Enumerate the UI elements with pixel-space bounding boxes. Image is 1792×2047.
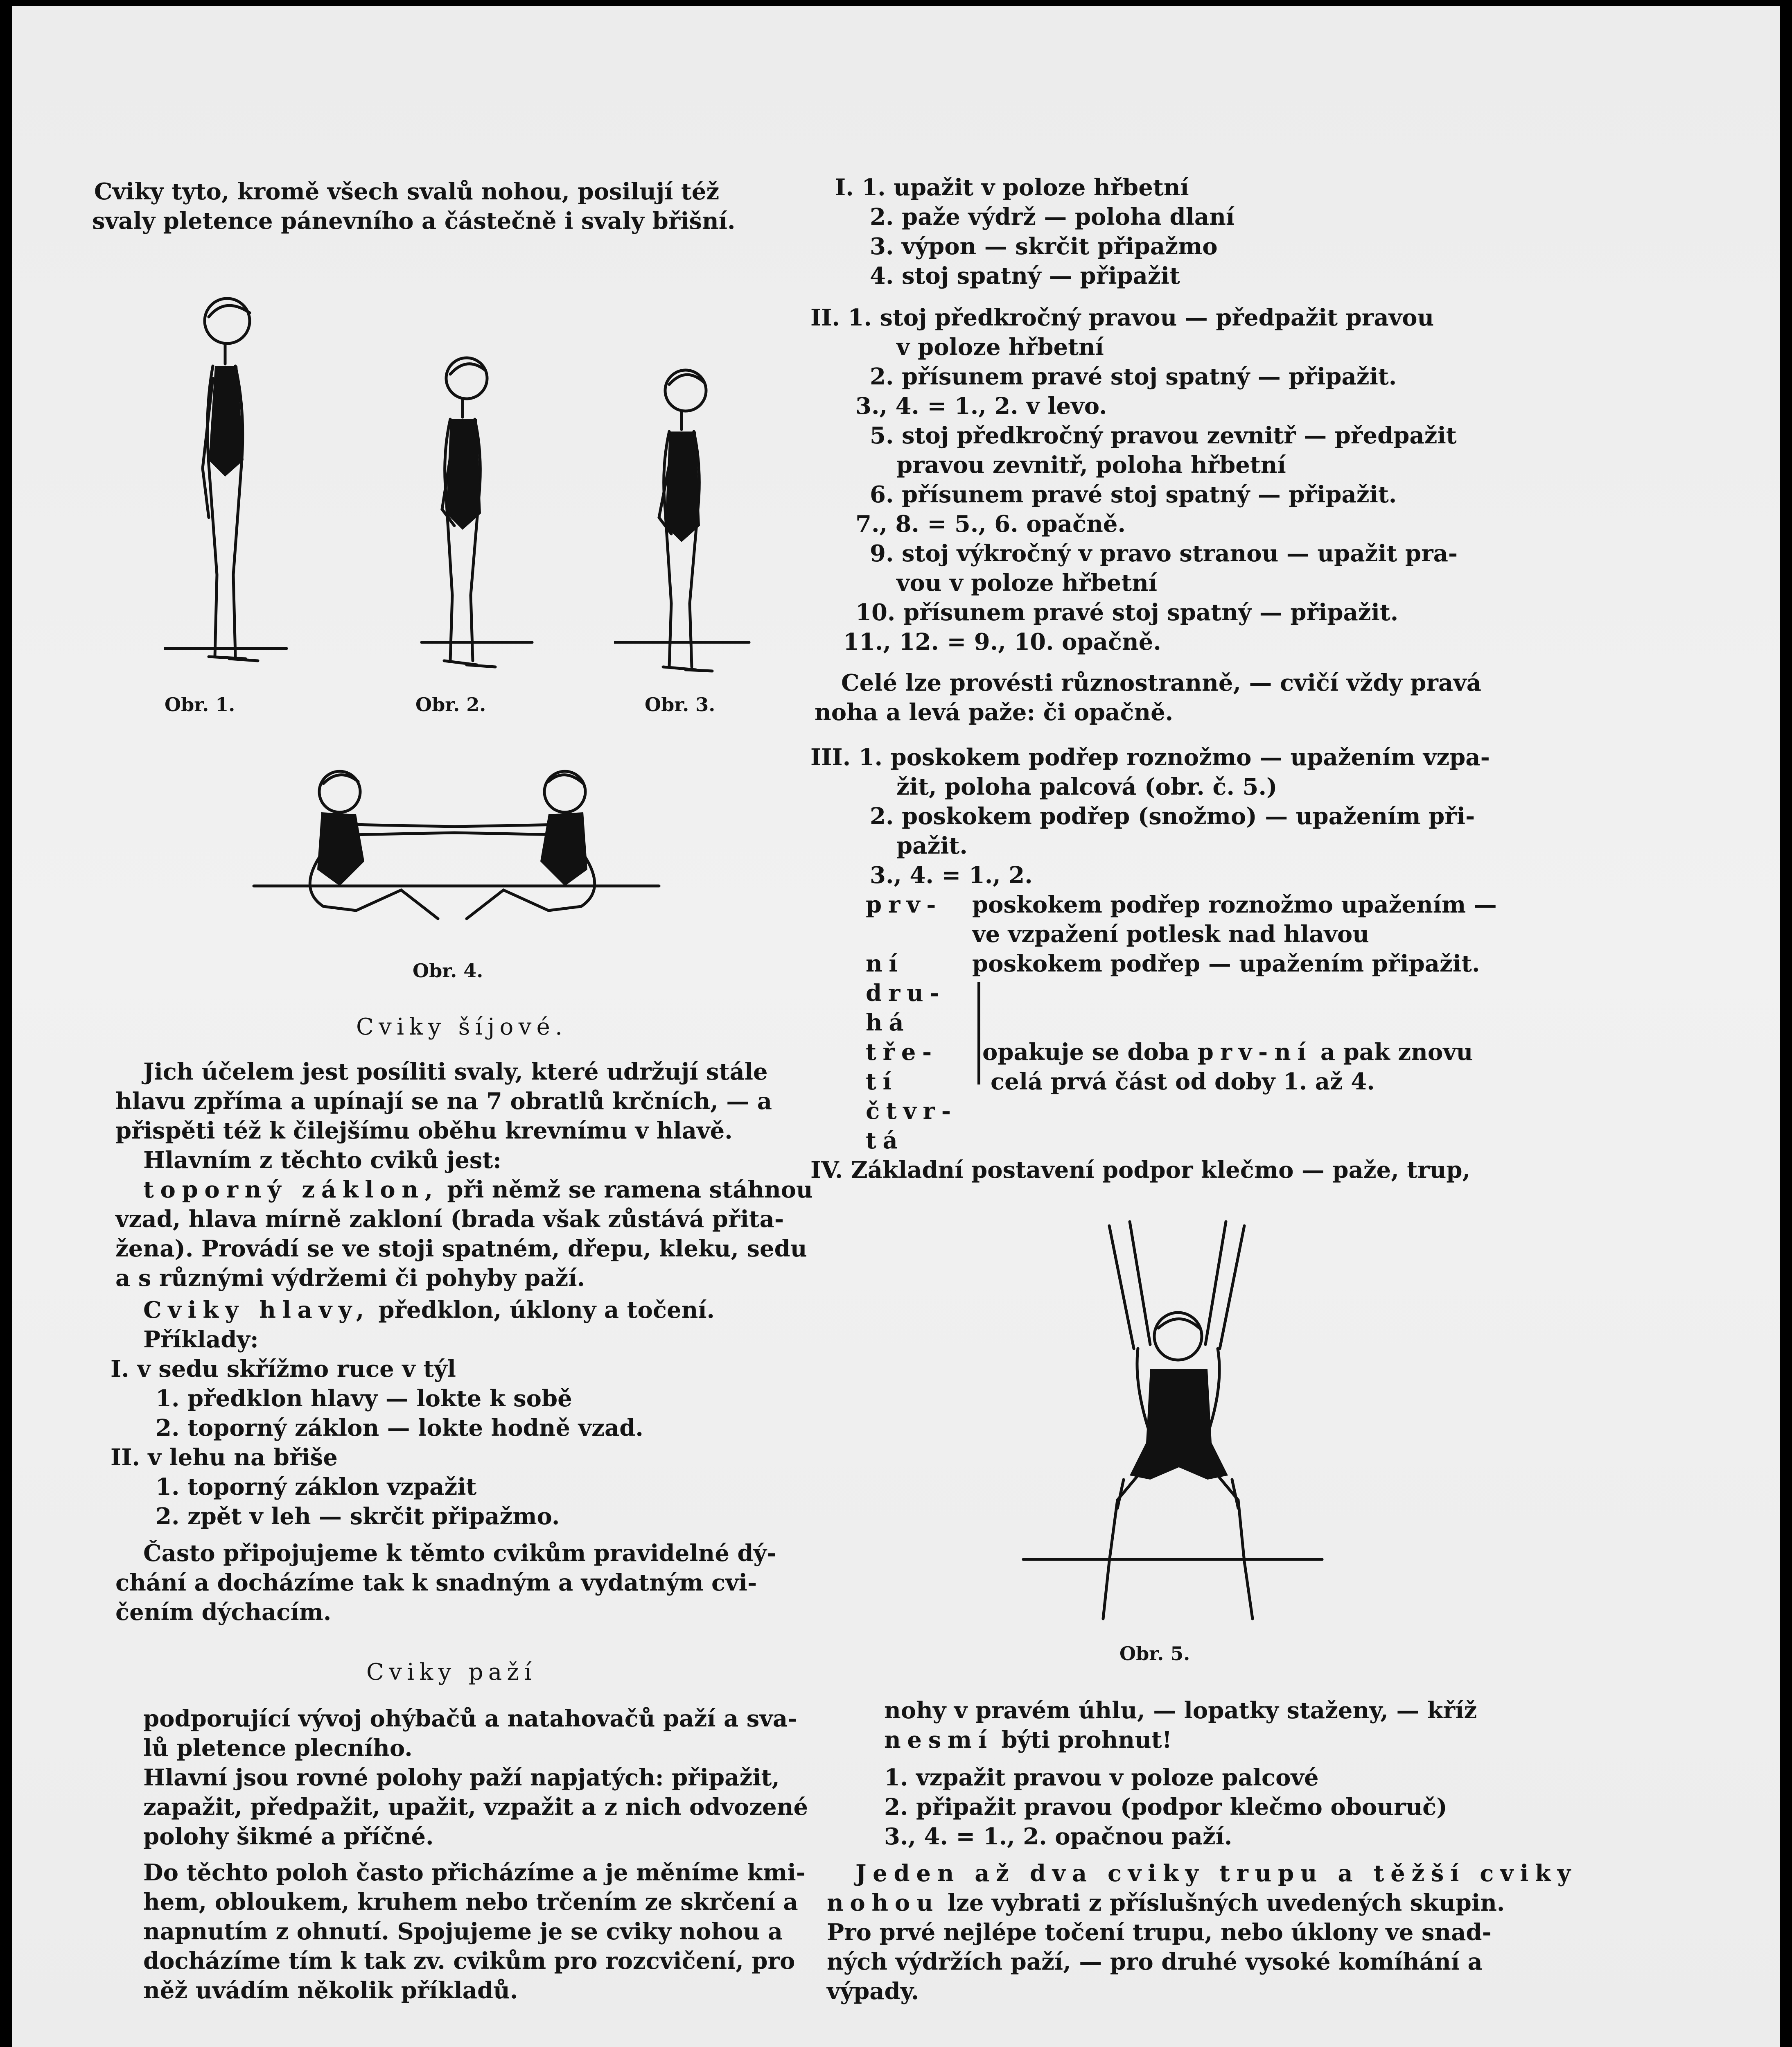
sec2-line-9: 9. stoj výkročný v pravo stranou — upažit pra- (870, 540, 1458, 567)
sec2-line-3: 2. přísunem pravé stoj spatný — připažit. (870, 363, 1397, 390)
breath-line-1: Často připojujeme k těmto cvikům pravidelné dý- (143, 1540, 776, 1567)
sec2-line-11: 10. přísunem pravé stoj spatný — připažit. (855, 599, 1399, 626)
sec2-line-5: 5. stoj předkročný pravou zevnitř — předpažit (870, 422, 1457, 449)
final-line-1: Jeden až dva cviky trupu a těžší cviky (855, 1860, 1577, 1887)
phase-text-2: ve vzpažení potlesk nad hlavou (972, 921, 1369, 948)
figure-5-kneeling-arms-raised (1015, 1213, 1334, 1623)
arms-line-5: polohy šikmé a příčné. (143, 1823, 434, 1850)
note-line-2: noha a levá paže: či opačně. (815, 699, 1174, 726)
arms-line-3: Hlavní jsou rovné polohy paží napjatých: připažit, (143, 1764, 780, 1791)
neck-line-3: přispěti též k čilejšímu oběhu krevnímu v hlavě. (115, 1117, 733, 1144)
sec1-line-1: I. 1. upažit v poloze hřbetní (835, 174, 1189, 201)
arms-line-7: hem, obloukem, kruhem nebo trčením ze skrčení a (143, 1889, 798, 1916)
arms-line-6: Do těchto poloh často přicházíme a je měníme kmi- (143, 1859, 806, 1886)
figure-1-caption: Obr. 1. (165, 694, 235, 716)
phase-label-2a: dru- (866, 980, 946, 1007)
cviky-rest: předklon, úklony a točení. (378, 1297, 715, 1324)
neck-line-2: hlavu zpříma a upínají se na 7 obratlů krčních, — a (115, 1088, 772, 1115)
sec4-heading: IV. Základní postavení podpor klečmo — paže, trup, (810, 1157, 1471, 1184)
sec2-line-10: vou v poloze hřbetní (896, 569, 1158, 596)
final-line-5: výpady. (827, 1978, 919, 2005)
neck-line-1: Jich účelem jest posíliti svaly, které udržují stále (143, 1058, 768, 1085)
sec1-line-4: 4. stoj spatný — připažit (870, 262, 1180, 289)
phase-label-4b: tá (866, 1127, 904, 1154)
sec4-item-3: 3., 4. = 1., 2. opačnou paží. (884, 1823, 1232, 1850)
breath-line-3: čením dýchacím. (115, 1599, 332, 1626)
intro-line-1: Cviky tyto, kromě všech svalů nohou, posilují též (94, 178, 720, 205)
after-fig-line-1: nohy v pravém úhlu, — lopatky staženy, — kříž (884, 1697, 1477, 1724)
sec2-line-12: 11., 12. = 9., 10. opačně. (843, 628, 1161, 655)
intro-line-2: svaly pletence pánevního a částečně i svaly břišní. (92, 208, 736, 235)
example-II: II. v lehu na břiše (111, 1444, 338, 1471)
arms-line-4: zapažit, předpažit, upažit, vzpažit a z nich odvozené (143, 1794, 808, 1821)
phase-repeat-1 (982, 1037, 1473, 1067)
sec3-line-3: 2. poskokem podřep (snožmo) — upažením při- (870, 803, 1475, 830)
phase-bracket (977, 982, 980, 1085)
figure-1-standing-woman (164, 288, 295, 681)
examples-label: Příklady: (143, 1326, 259, 1353)
example-I: I. v sedu skřížmo ruce v týl (111, 1356, 456, 1383)
figure-4-pair-squatting (241, 755, 675, 931)
nesmi-rest: býti prohnut! (1001, 1726, 1172, 1753)
neck-line-7: a s různými výdržemi či pohyby paží. (115, 1265, 585, 1292)
example-II-1: 1. toporný záklon vzpažit (156, 1473, 477, 1500)
arms-line-1: podporující vývoj ohýbačů a natahovačů paží a sva- (143, 1705, 797, 1732)
breath-line-2: chání a docházíme tak k snadným a vydatným cvi- (115, 1569, 757, 1596)
sec2-line-7: 6. přísunem pravé stoj spatný — připažit. (870, 481, 1397, 508)
toporny-spaced: toporný záklon, (143, 1176, 439, 1203)
phase-text-3: poskokem podřep — upažením připažit. (972, 950, 1480, 977)
figure-3-standing-woman (614, 362, 753, 681)
sec3-line-2: žit, poloha palcová (obr. č. 5.) (896, 773, 1277, 800)
phase-label-4a: čtvr- (866, 1098, 957, 1125)
sec4-item-2: 2. připažit pravou (podpor klečmo obouruč) (884, 1794, 1447, 1821)
arms-line-2: lů pletence plecního. (143, 1735, 413, 1762)
final-spaced-2: nohou (827, 1889, 940, 1916)
arms-line-8: napnutím z ohnutí. Spojujeme je se cviky nohou a (143, 1918, 783, 1945)
sec2-line-4: 3., 4. = 1., 2. v levo. (855, 393, 1107, 420)
example-I-1: 1. předklon hlavy — lokte k sobě (156, 1385, 572, 1412)
final-line-4: ných výdržích paží, — pro druhé vysoké komíhání a (827, 1948, 1483, 1975)
example-I-2: 2. toporný záklon — lokte hodně vzad. (156, 1414, 643, 1441)
cviky-spaced: Cviky hlavy, (143, 1297, 370, 1324)
neck-line-4: Hlavním z těchto cviků jest: (143, 1147, 501, 1174)
sec4-item-1: 1. vzpažit pravou v poloze palcové (884, 1764, 1319, 1791)
sec2-line-2: v poloze hřbetní (896, 334, 1104, 361)
final-rest-2: lze vybrati z příslušných uvedených skupin. (947, 1889, 1505, 1916)
sec3-line-4: pažit. (896, 832, 968, 859)
phase-repeat-a: opakuje se doba (982, 1039, 1190, 1066)
final-line-3: Pro prvé nejlépe točení trupu, nebo úklony ve snad- (827, 1919, 1492, 1946)
sec3-line-1: III. 1. poskokem podřep roznožmo — upažením vzpa- (810, 744, 1490, 771)
phase-label-3b: tí (866, 1068, 898, 1095)
final-line-2 (827, 1888, 1505, 1918)
figure-3-caption: Obr. 3. (645, 694, 715, 716)
after-fig-line-2 (884, 1725, 1172, 1755)
heading-neck-exercises: Cviky šíjové. (356, 1014, 568, 1040)
sec3-line-5: 3., 4. = 1., 2. (870, 862, 1033, 889)
figure-2-caption: Obr. 2. (415, 694, 486, 716)
heading-arm-exercises: Cviky paží (366, 1659, 537, 1685)
figure-4-caption: Obr. 4. (413, 960, 483, 982)
toporny-rest: při němž se ramena stáhnou (447, 1176, 813, 1203)
sec2-line-8: 7., 8. = 5., 6. opačně. (855, 511, 1126, 538)
neck-line-6: žena). Provádí se ve stoji spatném, dřepu, kleku, sedu (115, 1235, 807, 1262)
phase-repeat-spaced: prv-ní (1197, 1039, 1313, 1066)
sec1-line-2: 2. paže výdrž — poloha dlaní (870, 203, 1235, 230)
example-II-2: 2. zpět v leh — skrčit připažmo. (156, 1503, 560, 1530)
sec2-line-1: II. 1. stoj předkročný pravou — předpažit pravou (810, 304, 1434, 331)
phase-text-1: poskokem podřep roznožmo upažením — (972, 891, 1497, 918)
sec1-line-3: 3. výpon — skrčit připažmo (870, 233, 1218, 260)
arms-line-10: něž uvádím několik příkladů. (143, 1977, 518, 2004)
phase-label-1a: prv- (866, 891, 943, 918)
figure-5-caption: Obr. 5. (1119, 1643, 1190, 1665)
note-line-1: Celé lze provésti různostranně, — cvičí vždy pravá (841, 669, 1482, 696)
nesmi-spaced: nesmí (884, 1726, 993, 1753)
figure-2-standing-woman (405, 350, 536, 677)
phase-label-1b: ní (866, 950, 904, 977)
phase-label-3a: tře- (866, 1039, 938, 1066)
paper-sheet (12, 6, 1780, 2047)
sec2-line-6: pravou zevnitř, poloha hřbetní (896, 452, 1286, 479)
neck-line-toporny (143, 1175, 813, 1204)
neck-line-5: vzad, hlava mírně zakloní (brada však zůstává přita- (115, 1206, 784, 1233)
arms-line-9: docházíme tím k tak zv. cvikům pro rozcvičení, pro (143, 1948, 795, 1975)
phase-label-2b: há (866, 1009, 910, 1036)
phase-repeat-2: celá prvá část od doby 1. až 4. (991, 1068, 1375, 1095)
phase-repeat-b: a pak znovu (1320, 1039, 1473, 1066)
neck-line-cviky (143, 1295, 715, 1325)
